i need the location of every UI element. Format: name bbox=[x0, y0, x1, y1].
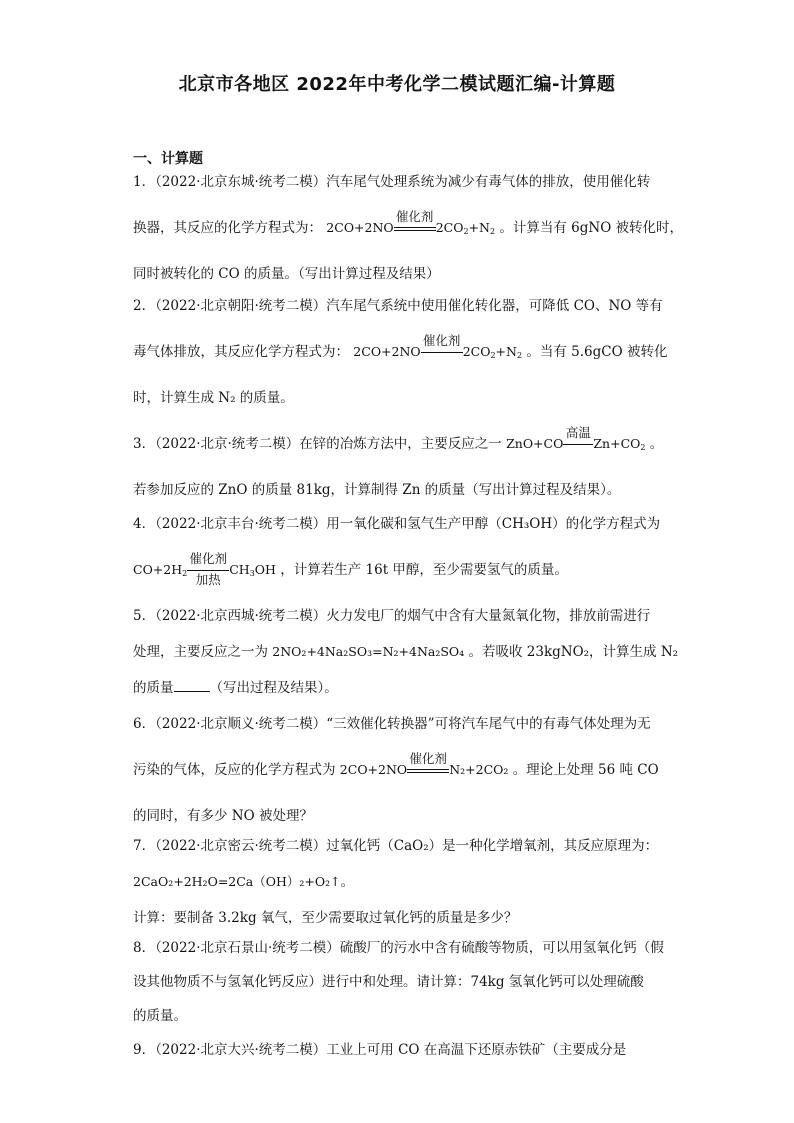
q3-line1: 3．（2022·北京·统考二模）在锌的冶炼方法中，主要反应之一 ZnO+CO 高温 $Zn+CO_2$ 。 bbox=[133, 434, 663, 458]
q1-line1: 1．（2022·北京东城·统考二模）汽车尾气处理系统为减少有毒气体的排放，使用催化转 bbox=[133, 174, 651, 190]
q2-line2: 毒气体排放，其反应化学方程式为： 2CO+2NO 催化剂 $2CO_2+N_2$ 。当有 5.6gCO 被转化 bbox=[133, 342, 667, 366]
q9-line1: 9．（2022·北京大兴·统考二模）工业上可用 CO 在高温下还原赤铁矿（主要成分是 bbox=[133, 1042, 627, 1058]
q5-line3: 的质量 （写出过程及结果）。 bbox=[133, 680, 338, 696]
q6-line1: 6．（2022·北京顺义·统考二模）“三效催化转换器”可将汽车尾气中的有毒气体处理为无 bbox=[133, 716, 651, 732]
q3-equation: ZnO+CO 高温 $Zn+CO_2$ bbox=[506, 425, 646, 452]
section-heading: 一、计算题 bbox=[133, 151, 203, 167]
q4-line1: 4．（2022·北京丰台·统考二模）用一氧化碳和氢气生产甲醇（CH₃OH）的化学方程式为 bbox=[133, 516, 661, 532]
q5-equation: 2NO₂+4Na₂SO₃=N₂+4Na₂SO₄ bbox=[272, 644, 465, 659]
q8-line2: 设其他物质不与氢氧化钙反应）进行中和处理。请计算：74kg 氢氧化钙可以处理硫酸 bbox=[133, 974, 644, 990]
q2-line3: 时，计算生成 N₂ 的质量。 bbox=[133, 390, 294, 406]
q1-line3: 同时被转化的 CO 的质量。（写出计算过程及结果） bbox=[133, 266, 440, 282]
q4-equation: $CO+2H_2$ 催化剂 加热 $CH_3OH$ bbox=[133, 551, 276, 587]
q7-line2: 2CaO₂+2H₂O=2Ca（OH）₂+O₂↑。 bbox=[133, 874, 355, 890]
q1-equation: 2CO+2NO 催化剂 $2CO_2+N_2$ bbox=[326, 209, 496, 236]
q7-line3: 计算：要制备 3.2kg 氧气，至少需要取过氧化钙的质量是多少？ bbox=[133, 910, 518, 926]
q5-line2: 处理，主要反应之一为 2NO₂+4Na₂SO₃=N₂+4Na₂SO₄ 。若吸收 23kgNO₂，计算生成 N₂ bbox=[133, 644, 679, 660]
q8-line3: 的质量。 bbox=[133, 1008, 187, 1024]
q7-line1: 7．（2022·北京密云·统考二模）过氧化钙（CaO₂）是一种化学增氧剂，其反应原理为： bbox=[133, 838, 659, 854]
q7-equation: 2CaO₂+2H₂O=2Ca（OH）₂+O₂↑ bbox=[133, 874, 341, 889]
q8-line1: 8．（2022·北京石景山·统考二模）硫酸厂的污水中含有硫酸等物质，可以用氢氧化钙（假 bbox=[133, 940, 664, 956]
q6-line3: 的同时，有多少 NO 被处理？ bbox=[133, 808, 313, 824]
q6-equation: 2CO+2NO 催化剂 N₂+2CO₂ bbox=[339, 751, 509, 777]
q4-line2: $CO+2H_2$ 催化剂 加热 $CH_3OH$ ，计算若生产 16t 甲醇，至少需要氢气的质量。 bbox=[133, 551, 568, 587]
q6-line2: 污染的气体，反应的化学方程式为 2CO+2NO 催化剂 N₂+2CO₂ 。理论上处理 56 吨 CO bbox=[133, 751, 659, 778]
page-title: 北京市各地区 2022年中考化学二模试题汇编-计算题 bbox=[178, 74, 616, 95]
q1-line2: 换器，其反应的化学方程式为： 2CO+2NO 催化剂 $2CO_2+N_2$ 。计算当有 6gNO 被转化时， bbox=[133, 218, 683, 242]
q5-line1: 5．（2022·北京西城·统考二模）火力发电厂的烟气中含有大量氮氧化物，排放前需进行 bbox=[133, 608, 651, 624]
q2-line1: 2．（2022·北京朝阳·统考二模）汽车尾气系统中使用催化转化器，可降低 CO、NO 等有 bbox=[133, 298, 663, 314]
q2-equation: 2CO+2NO 催化剂 $2CO_2+N_2$ bbox=[353, 333, 523, 360]
q3-line2: 若参加反应的 ZnO 的质量 81kg，计算制得 Zn 的质量（写出计算过程及结果）。 bbox=[133, 482, 621, 498]
answer-blank[interactable] bbox=[174, 679, 210, 692]
